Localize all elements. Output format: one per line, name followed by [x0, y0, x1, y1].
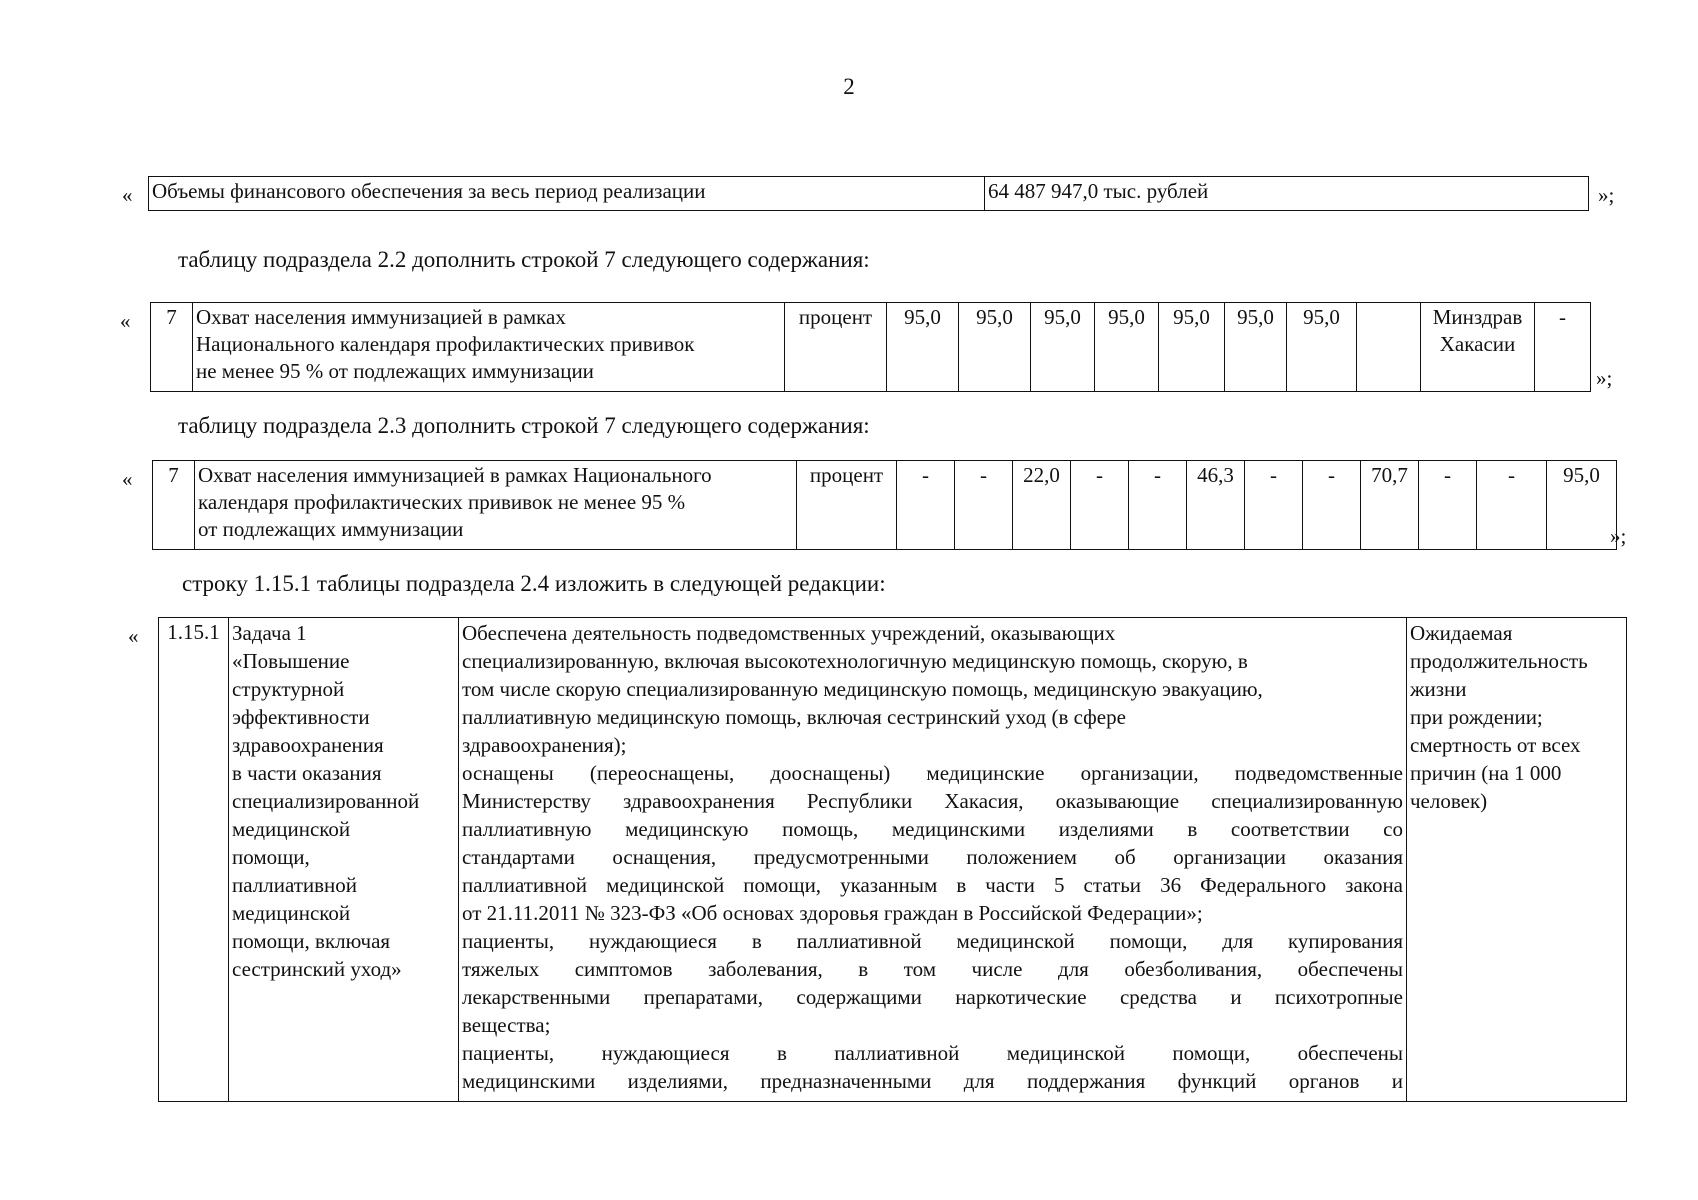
indicator-name-line: Охват населения иммунизацией в рамках	[196, 305, 566, 329]
finance-label: Объемы финансового обеспечения за весь период реализации	[149, 177, 985, 211]
value-cell: 95,0	[1095, 303, 1159, 392]
value-cell	[1357, 303, 1421, 392]
close-quote: »;	[1596, 366, 1613, 390]
table-2-2-row	[150, 302, 1591, 392]
result-cell	[459, 618, 1407, 1102]
task-line: Задача 1	[232, 621, 307, 645]
indicator-name-line: не менее 95 % от подлежащих иммунизации	[196, 359, 594, 383]
indicator-line: смертность от всех	[1410, 733, 1581, 757]
instruction-2-3: таблицу подраздела 2.3 дополнить строкой 7 следующего содержания:	[178, 413, 870, 438]
value-cell: -	[1419, 461, 1477, 550]
value-cell: 95,0	[1287, 303, 1357, 392]
instruction-2-4: строку 1.15.1 таблицы подраздела 2.4 изложить в следующей редакции:	[182, 571, 886, 596]
row-number: 7	[153, 461, 195, 550]
value-cell: -	[1071, 461, 1129, 550]
result-line: специализированную, включая высокотехнологичную медицинскую помощь, скорую, в	[462, 649, 1248, 673]
open-quote: «	[120, 309, 131, 333]
value-cell: 95,0	[1547, 461, 1617, 550]
table-2-4-row	[158, 617, 1627, 1102]
finance-table	[148, 176, 1589, 211]
task-line: медицинской	[232, 901, 351, 925]
value-cell: 46,3	[1187, 461, 1245, 550]
open-quote: «	[122, 467, 133, 491]
indicator-name	[195, 461, 797, 550]
result-line: медицинскими изделиями, предназначенными для поддержания функций органов и	[462, 1069, 1403, 1093]
close-quote: »;	[1598, 183, 1615, 207]
indicator-name-line: календаря профилактических прививок не менее 95 %	[198, 490, 686, 514]
task-line: здравоохранения	[232, 733, 384, 757]
result-line: тяжелых симптомов заболевания, в том числе для обезболивания, обеспечены	[462, 957, 1403, 981]
result-lines	[462, 619, 1403, 1095]
open-quote: «	[128, 624, 139, 648]
indicator-name	[193, 303, 785, 392]
result-line: Обеспечена деятельность подведомственных учреждений, оказывающих	[462, 621, 1116, 645]
responsible-cell	[1421, 303, 1535, 392]
result-line: том числе скорую специализированную медицинскую помощь, медицинскую эвакуацию,	[462, 677, 1263, 701]
instruction-2-2: таблицу подраздела 2.2 дополнить строкой 7 следующего содержания:	[178, 247, 870, 272]
value-cell: 22,0	[1013, 461, 1071, 550]
task-line: помощи, включая	[232, 929, 391, 953]
value-cell: 95,0	[959, 303, 1031, 392]
responsible-line: Хакасии	[1439, 332, 1516, 356]
task-line: медицинской	[232, 817, 351, 841]
result-line: лекарственными препаратами, содержащими наркотические средства и психотропные	[462, 985, 1403, 1009]
result-line: от 21.11.2011 № 323-ФЗ «Об основах здоровья граждан в Российской Федерации»;	[462, 901, 1203, 925]
row-number: 7	[151, 303, 193, 392]
responsible-line: Минздрав	[1432, 305, 1523, 329]
result-line: Министерству здравоохранения Республики Хакасия, оказывающие специализированную	[462, 789, 1403, 813]
value-cell: -	[1245, 461, 1303, 550]
task-line: структурной	[232, 677, 345, 701]
task-line: паллиативной	[232, 873, 358, 897]
value-cell: 95,0	[1159, 303, 1225, 392]
task-line: сестринский уход»	[232, 957, 402, 981]
last-cell: -	[1535, 303, 1591, 392]
task-line: помощи,	[232, 845, 310, 869]
value-cell: -	[897, 461, 955, 550]
indicator-line: жизни	[1410, 677, 1467, 701]
open-quote: «	[122, 183, 133, 207]
value-cell: -	[955, 461, 1013, 550]
table-2-3-row	[152, 460, 1617, 550]
indicator-name-line: от подлежащих иммунизации	[198, 517, 464, 541]
page-number: 2	[843, 74, 855, 99]
indicator-name-line: Национального календаря профилактических прививок	[196, 332, 695, 356]
result-line: пациенты, нуждающиеся в паллиативной медицинской помощи, обеспечены	[462, 1041, 1403, 1065]
result-line: оснащены (переоснащены, дооснащены) медицинские организации, подведомственные	[462, 761, 1403, 785]
indicator-line: при рождении;	[1410, 705, 1543, 729]
unit-cell: процент	[797, 461, 897, 550]
result-line: паллиативной медицинской помощи, указанным в части 5 статьи 36 Федерального закона	[462, 873, 1403, 897]
value-cell: -	[1129, 461, 1187, 550]
indicator-cell	[1407, 618, 1627, 1102]
indicator-line: Ожидаемая	[1410, 621, 1513, 645]
value-cell: -	[1477, 461, 1547, 550]
result-line: здравоохранения);	[462, 733, 627, 757]
close-quote: »;	[1610, 524, 1627, 548]
row-number: 1.15.1	[159, 618, 229, 1102]
result-line: паллиативную медицинскую помощь, включая сестринский уход (в сфере	[462, 705, 1126, 729]
value-cell: -	[1303, 461, 1361, 550]
indicator-line: человек)	[1410, 789, 1488, 813]
task-line: специализированной	[232, 789, 420, 813]
task-line: «Повышение	[232, 649, 350, 673]
result-line: пациенты, нуждающиеся в паллиативной медицинской помощи, для купирования	[462, 929, 1403, 953]
finance-value: 64 487 947,0 тыс. рублей	[985, 177, 1589, 211]
result-line: вещества;	[462, 1013, 551, 1037]
indicator-line: продолжительность	[1410, 649, 1588, 673]
task-line: в части оказания	[232, 761, 382, 785]
task-line: эффективности	[232, 705, 370, 729]
task-cell	[229, 618, 459, 1102]
unit-cell: процент	[785, 303, 887, 392]
indicator-name-line: Охват населения иммунизацией в рамках Национального	[198, 463, 712, 487]
value-cell: 95,0	[887, 303, 959, 392]
value-cell: 95,0	[1225, 303, 1287, 392]
result-line: паллиативную медицинскую помощь, медицинскими изделиями в соответствии со	[462, 817, 1403, 841]
value-cell: 95,0	[1031, 303, 1095, 392]
value-cell: 70,7	[1361, 461, 1419, 550]
result-line: стандартами оснащения, предусмотренными положением об организации оказания	[462, 845, 1403, 869]
indicator-line: причин (на 1 000	[1410, 761, 1562, 785]
